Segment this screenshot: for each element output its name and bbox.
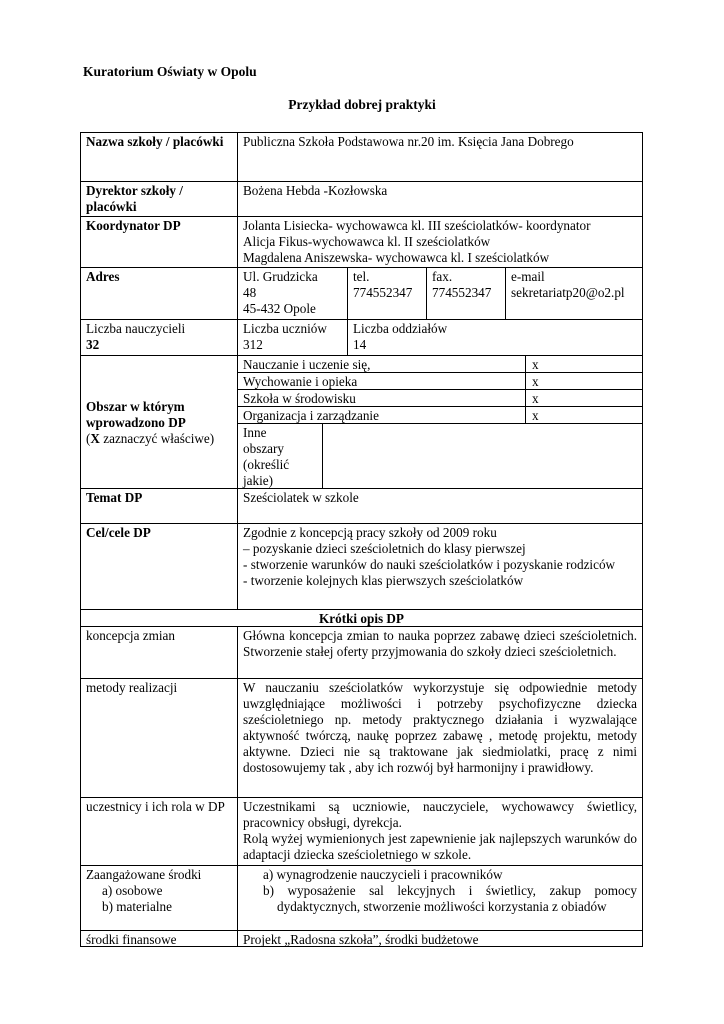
address-street (237, 267, 348, 320)
director-label: Dyrektor szkoły / placówki (80, 181, 238, 217)
students-count-value: 312 (243, 337, 263, 353)
classes-count-value: 14 (353, 337, 367, 353)
goals-list (237, 523, 643, 610)
resources-value-item: b) wyposażenie sal lekcyjnych i świetlicy, zakup pomocy dydaktycznych, stworzenie możliwości korzystania z obiadów (263, 883, 637, 915)
street-line: Ul. Grudzicka (243, 269, 318, 284)
area-hint-text: zaznaczyć właściwe) (99, 431, 215, 447)
methods-text: W nauczaniu sześciolatków wykorzystuje się odpowiednie metody uwzględniające możliwości i potrzeby psychofizyczne dziecka sześcioletniego np. metody praktycznego działania i wyzwalające aktywność twórczą, naukę poprzez zabawę , metodę projektu, metody aktywne. Dzieci nie są traktowane jak siedmiolatki, pracę z nimi dostosowujemy tak , aby ich rozwój był harmonijny i prawidłowy. (237, 678, 643, 798)
phone-cell (347, 267, 427, 320)
area-item-checkbox[interactable]: x (525, 389, 643, 407)
area-hint-x: X (90, 431, 100, 447)
coordinator-list (237, 216, 643, 268)
coordinator-line: Magdalena Aniszewska- wychowawca kl. I sześciolatków (243, 250, 550, 266)
teachers-count-cell (80, 319, 238, 356)
classes-count-cell (347, 319, 643, 356)
goals-label: Cel/cele DP (80, 523, 238, 610)
area-label-line: Obszar w którym (86, 399, 185, 414)
fax-value: 774552347 (432, 285, 492, 301)
concept-text: Główna koncepcja zmian to nauka poprzez zabawę dzieci sześcioletnich. Stworzenie stałej oferty przyjmowania do szkoły dzieci sześcioletnich. (237, 626, 643, 679)
organization-name: Kuratorium Oświaty w Opolu (83, 64, 257, 79)
resources-item: b) materialne (102, 899, 172, 915)
methods-label: metody realizacji (80, 678, 238, 798)
participants-paragraph: Uczestnikami są uczniowie, nauczyciele, wychowawcy świetlicy, pracownicy obsługi, dyrekcja. (243, 799, 637, 831)
other-areas-input[interactable] (322, 423, 643, 489)
participants-label: uczestnicy i ich rola w DP (80, 797, 238, 866)
director-value: Bożena Hebda -Kozłowska (237, 181, 643, 217)
email-cell (505, 267, 643, 320)
email-label: e-mail (511, 269, 545, 284)
area-label-hint (86, 431, 232, 447)
resources-item: a) osobowe (102, 883, 163, 899)
teachers-count-value: 32 (86, 337, 100, 353)
area-item-name: Wychowanie i opieka (237, 372, 526, 390)
funds-label: środki finansowe (80, 930, 238, 947)
resources-values (237, 865, 643, 931)
phone-value: 774552347 (353, 285, 413, 301)
fax-label: fax. (432, 269, 453, 284)
resources-label-cell (80, 865, 238, 931)
other-areas-line: obszary (243, 441, 285, 457)
summary-heading: Krótki opis DP (80, 609, 643, 627)
other-areas-line: jakie) (243, 473, 274, 489)
other-areas-label (237, 423, 323, 489)
resources-label: Zaangażowane środki (86, 867, 202, 882)
address-label: Adres (80, 267, 238, 320)
goal-line: - tworzenie kolejnych klas pierwszych sześciolatków (243, 573, 524, 589)
area-item-name: Nauczanie i uczenie się, (237, 355, 526, 373)
goal-line: – pozyskanie dzieci sześcioletnich do klasy pierwszej (243, 541, 526, 557)
students-count-label: Liczba uczniów (243, 321, 327, 336)
postal-city: 45-432 Opole (243, 301, 316, 317)
topic-value: Sześciolatek w szkole (237, 488, 643, 524)
email-value: sekretariatp20@o2.pl (511, 285, 625, 301)
street-number: 48 (243, 285, 257, 301)
area-item-name: Organizacja i zarządzanie (237, 406, 526, 424)
phone-label: tel. (353, 269, 370, 284)
topic-label: Temat DP (80, 488, 238, 524)
coordinator-line: Jolanta Lisiecka- wychowawca kl. III sześciolatków- koordynator (243, 218, 591, 233)
participants-paragraph: Rolą wyżej wymienionych jest zapewnienie jak najlepszych warunków do adaptacji dziecka sześcioletniego w szkole. (243, 831, 637, 863)
school-name-label: Nazwa szkoły / placówki (80, 132, 238, 182)
area-item-checkbox[interactable]: x (525, 355, 643, 373)
other-areas-line: Inne (243, 425, 267, 440)
concept-label: koncepcja zmian (80, 626, 238, 679)
funds-value: Projekt „Radosna szkoła”, środki budżetowe (237, 930, 643, 947)
coordinator-line: Alicja Fikus-wychowawca kl. II sześciolatków (243, 234, 491, 250)
area-item-name: Szkoła w środowisku (237, 389, 526, 407)
school-name-value: Publiczna Szkoła Podstawowa nr.20 im. Księcia Jana Dobrego (237, 132, 643, 182)
students-count-cell (237, 319, 348, 356)
area-label (80, 355, 238, 489)
practice-form-table (80, 132, 643, 947)
goal-line: - stworzenie warunków do nauki sześciolatków i pozyskanie rodziców (243, 557, 616, 573)
area-item-checkbox[interactable]: x (525, 406, 643, 424)
area-item-checkbox[interactable]: x (525, 372, 643, 390)
resources-value-item: a) wynagrodzenie nauczycieli i pracowników (263, 867, 503, 882)
area-hint-paren: ( (86, 431, 91, 447)
area-label-line: wprowadzono DP (86, 415, 186, 431)
document-title: Przykład dobrej praktyki (288, 97, 436, 112)
coordinator-label: Koordynator DP (80, 216, 238, 268)
teachers-count-label: Liczba nauczycieli (86, 321, 186, 336)
goal-line: Zgodnie z koncepcją pracy szkoły od 2009 roku (243, 525, 497, 540)
fax-cell (426, 267, 506, 320)
classes-count-label: Liczba oddziałów (353, 321, 448, 336)
other-areas-line: (określić (243, 457, 290, 473)
participants-text (237, 797, 643, 866)
